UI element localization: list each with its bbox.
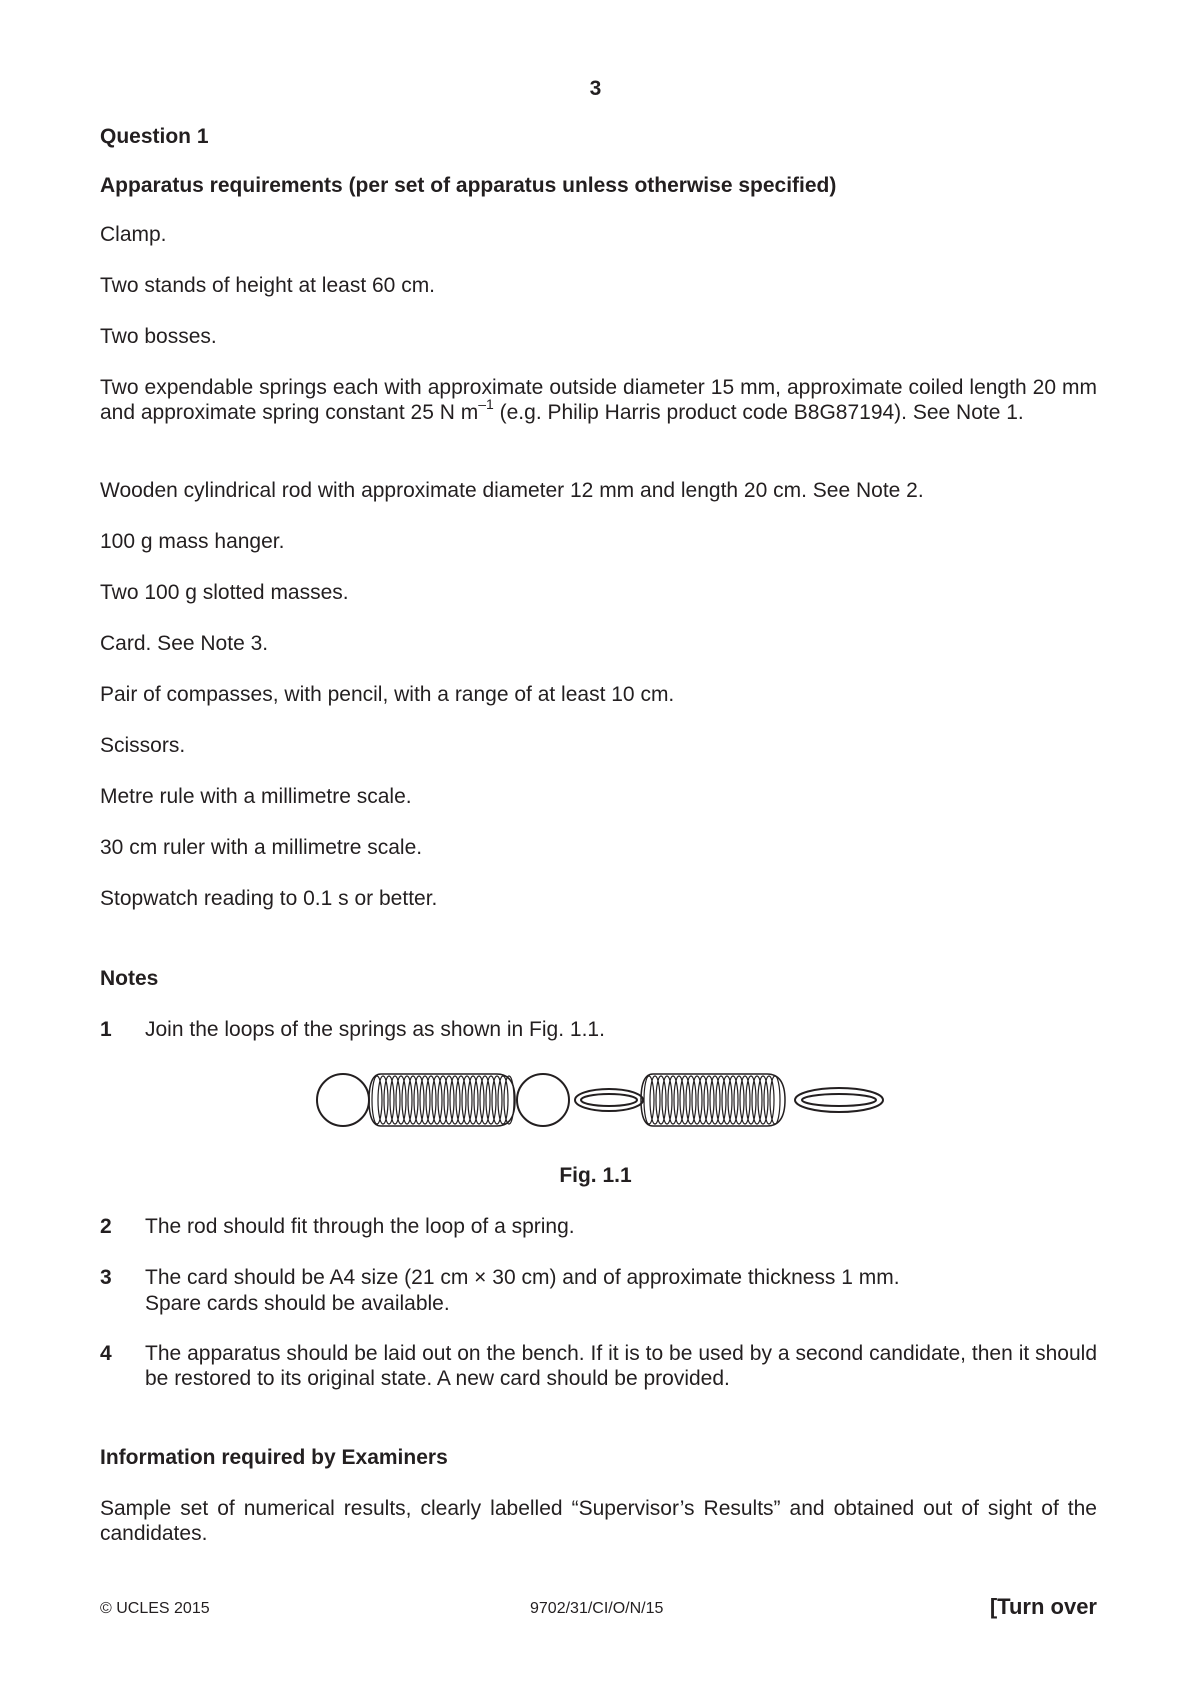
spring-coil-turn <box>396 1076 406 1124</box>
apparatus-item-springs <box>100 375 1097 425</box>
spring-coil-turn <box>456 1076 466 1124</box>
spring-coil-turn <box>432 1076 442 1124</box>
question-heading: Question 1 <box>100 125 209 148</box>
apparatus-item: Two 100 g slotted masses. <box>100 581 349 604</box>
spring-coil-turn <box>722 1076 732 1124</box>
footer-copyright: © UCLES 2015 <box>100 1600 210 1617</box>
note-text: The apparatus should be laid out on the bench. If it is to be used by a second candidate, then it should be restored to its original state. A new card should be provided. <box>145 1342 1097 1390</box>
spring-coil-turn <box>438 1076 448 1124</box>
spring-coil-turn <box>468 1076 478 1124</box>
spring-coil-turn <box>668 1076 678 1124</box>
turn-over-label: [Turn over <box>989 1594 1097 1619</box>
note-text: Join the loops of the springs as shown in Fig. 1.1. <box>145 1018 605 1041</box>
page-number: 3 <box>589 77 602 100</box>
apparatus-item: Metre rule with a millimetre scale. <box>100 785 412 808</box>
spring-coil-turn <box>662 1076 672 1124</box>
spring-coil-turn <box>752 1076 762 1124</box>
apparatus-item: Clamp. <box>100 223 167 246</box>
spring-coil-turn <box>734 1076 744 1124</box>
note-number: 4 <box>100 1342 112 1365</box>
spring-coil-turn <box>492 1076 502 1124</box>
spring-coil-turn <box>462 1076 472 1124</box>
examiners-heading: Information required by Examiners <box>100 1446 448 1469</box>
note-text: The rod should fit through the loop of a spring. <box>145 1215 575 1238</box>
footer-code: 9702/31/CI/O/N/15 <box>530 1600 664 1617</box>
spring-coil-turn <box>378 1076 388 1124</box>
spring-coil-turn <box>740 1076 750 1124</box>
spring-coil-turn <box>764 1076 774 1124</box>
apparatus-item: 30 cm ruler with a millimetre scale. <box>100 836 423 859</box>
apparatus-item: Stopwatch reading to 0.1 s or better. <box>100 887 438 910</box>
spring-coil-turn <box>390 1076 400 1124</box>
spring-coil-turn <box>450 1076 460 1124</box>
springs-text: Two expendable springs each with approximate outside diameter 15 mm, approximate coiled length 20 mm and approximate spring constant 25 N m <box>100 376 1097 424</box>
springs-diagram <box>315 1068 885 1132</box>
note-text: The card should be A4 size (21 cm × 30 cm) and of approximate thickness 1 mm. <box>145 1266 900 1289</box>
spring-loop <box>517 1074 569 1126</box>
spring-coil-turn <box>486 1076 496 1124</box>
spring-coil-turn <box>408 1076 418 1124</box>
apparatus-item: 100 g mass hanger. <box>100 530 285 553</box>
spring-coil-turn <box>746 1076 756 1124</box>
spring-coil-turn <box>650 1076 660 1124</box>
apparatus-heading: Apparatus requirements (per set of apparatus unless otherwise specified) <box>100 174 837 197</box>
figure-springs <box>315 1068 885 1132</box>
spring-coil-turn <box>698 1076 708 1124</box>
note-number: 2 <box>100 1215 112 1238</box>
apparatus-item: Pair of compasses, with pencil, with a range of at least 10 cm. <box>100 683 675 706</box>
spring-coil-turn <box>686 1076 696 1124</box>
apparatus-item: Wooden cylindrical rod with approximate diameter 12 mm and length 20 cm. See Note 2. <box>100 479 924 502</box>
spring-coil-turn <box>402 1076 412 1124</box>
spring-coil-turn <box>692 1076 702 1124</box>
spring-coil-turn <box>504 1076 514 1124</box>
spring-coil-turn <box>644 1076 654 1124</box>
spring-coil-turn <box>716 1076 726 1124</box>
unit-superscript: –1 <box>478 396 494 412</box>
apparatus-item: Card. See Note 3. <box>100 632 269 655</box>
spring-end-link-inner <box>802 1094 876 1106</box>
apparatus-item: Two stands of height at least 60 cm. <box>100 274 436 297</box>
spring-loop <box>317 1074 369 1126</box>
spring-coil-turn <box>474 1076 484 1124</box>
note-number: 1 <box>100 1018 112 1041</box>
spring-coil-turn <box>498 1076 508 1124</box>
spring-link <box>575 1089 643 1111</box>
spring-coil-turn <box>384 1076 394 1124</box>
spring-coil-turn <box>656 1076 666 1124</box>
spring-coil-turn <box>420 1076 430 1124</box>
spring-coil-turn <box>414 1076 424 1124</box>
spring-coil-turn <box>426 1076 436 1124</box>
spring-coil-turn <box>372 1076 382 1124</box>
spring-coil-turn <box>704 1076 714 1124</box>
examiners-text: Sample set of numerical results, clearly labelled “Supervisor’s Results” and obtained out of sight of the candidates. <box>100 1497 1097 1545</box>
spring-coil-turn <box>710 1076 720 1124</box>
spring-link-inner <box>581 1094 637 1106</box>
apparatus-item: Scissors. <box>100 734 186 757</box>
springs-text-continued: (e.g. Philip Harris product code B8G87194). See Note 1. <box>493 401 1024 424</box>
spring-end-link <box>795 1088 883 1112</box>
spring-coil-turn <box>674 1076 684 1124</box>
spring-coil-turn <box>770 1076 780 1124</box>
spring-coil-turn <box>480 1076 490 1124</box>
notes-heading: Notes <box>100 967 159 990</box>
spring-coil-turn <box>728 1076 738 1124</box>
spring-coil-turn <box>758 1076 768 1124</box>
figure-caption: Fig. 1.1 <box>559 1164 632 1187</box>
note-number: 3 <box>100 1266 112 1289</box>
note-text-continued: Spare cards should be available. <box>145 1292 450 1315</box>
spring-coil-turn <box>444 1076 454 1124</box>
spring-coil-turn <box>680 1076 690 1124</box>
apparatus-item: Two bosses. <box>100 325 217 348</box>
